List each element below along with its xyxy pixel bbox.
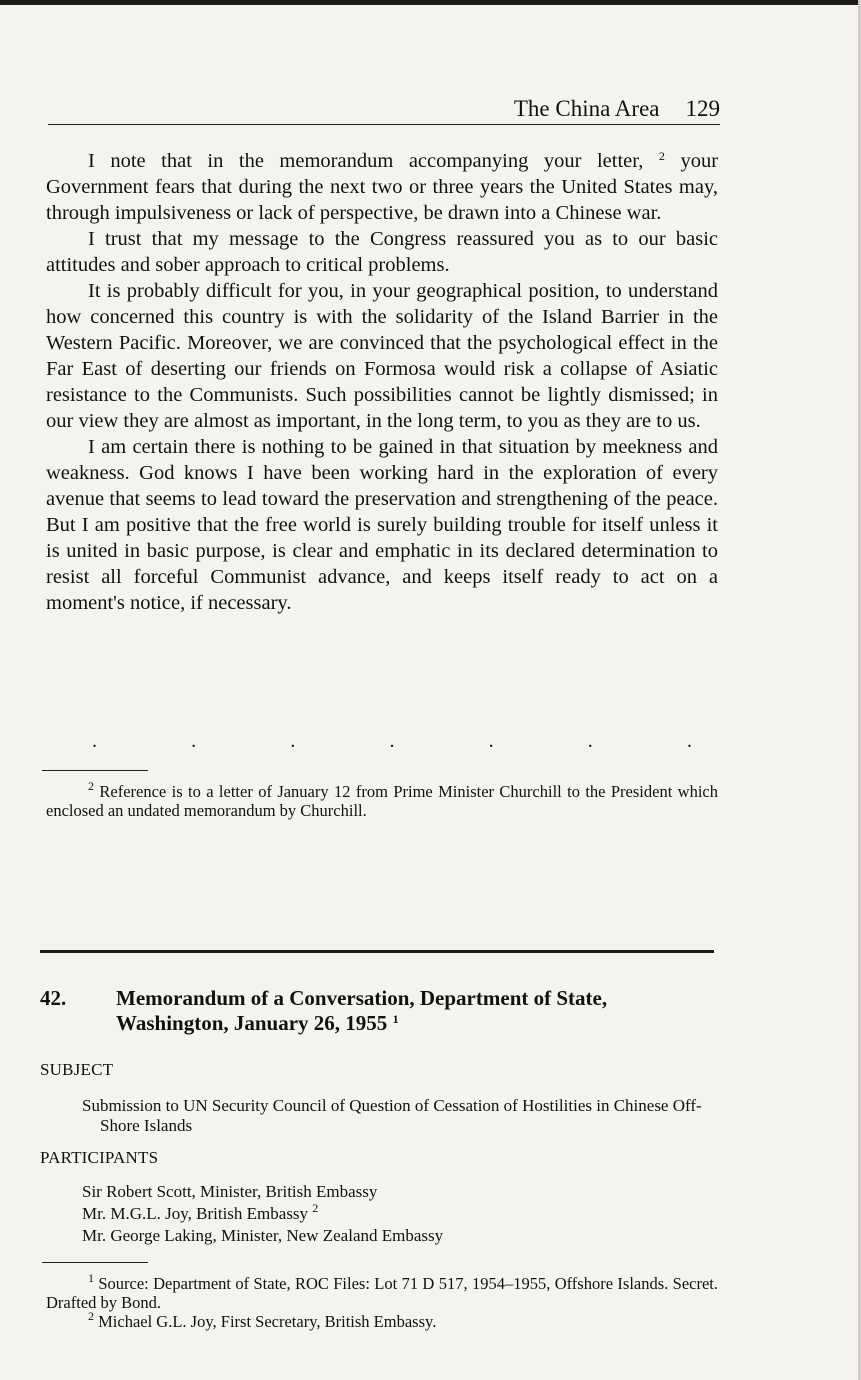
section-separator (40, 950, 714, 953)
footnotes-bottom (46, 1271, 718, 1331)
subject-label: SUBJECT (40, 1060, 114, 1079)
body-paragraph-2: I trust that my message to the Congress reassured you as to our basic attitudes and sober approach to critical problems. (46, 228, 718, 276)
title-footnote-ref: 1 (392, 1012, 399, 1026)
participant-item: Mr. George Laking, Minister, New Zealand Embassy (82, 1226, 444, 1245)
footnote-1: $^1$ Source: Department of State, ROC Files: Lot 71 D 517, 1954–1955, Offshore Islands. Secret. Drafted by Bond. (46, 1271, 718, 1312)
running-title: The China Area (513, 96, 660, 121)
footnote-ref: 2 (658, 149, 665, 163)
running-header (48, 96, 720, 125)
body-paragraph-4: I am certain there is nothing to be gained in that situation by meekness and weakness. God knows I have been working hard in the exploration of every avenue that seems to lead toward the preservation and strengthening of the peace. But I am positive that the free world is surely building trouble for itself unless it is united in basic purpose, is clear and emphatic in its declared determination to resist all forceful Communist advance, and keeps itself ready to act on a moment's notice, if necessary. (46, 436, 718, 614)
footnote-top: $^2$ Reference is to a letter of January 12 from Prime Minister Churchill to the President which enclosed an undated memorandum by Churchill. (46, 779, 718, 820)
document-title: Memorandum of a Conversation, Department of State, Washington, January 26, 1955 $^1$ (116, 986, 608, 1035)
footnote-2: $^2$ Michael G.L. Joy, First Secretary, British Embassy. (88, 1309, 437, 1331)
participant-item: Mr. M.G.L. Joy, British Embassy $^2$ (82, 1201, 319, 1223)
subject-text: Submission to UN Security Council of Question of Cessation of Hostilities in Chinese Off-Shore Islands (82, 1096, 702, 1135)
participants-label: PARTICIPANTS (40, 1148, 159, 1167)
page-number: 129 (685, 96, 720, 121)
participant-item: Sir Robert Scott, Minister, British Embassy (82, 1182, 378, 1201)
body-paragraph-3: It is probably difficult for you, in your geographical position, to understand how concerned this country is with the solidarity of the Island Barrier in the Western Pacific. Moreover, we are convinced that the psychological effect in the Far East of deserting our friends on Formosa would risk a collapse of Asiatic resistance to the Communists. Such possibilities cannot be lightly dismissed; in our view they are almost as important, in the long term, to you as they are to us. (46, 280, 718, 432)
letter-body (46, 148, 718, 616)
footnote-rule-bottom (42, 1262, 148, 1263)
document-number: 42. (40, 986, 67, 1010)
omission-ellipsis: . . . . . . . (92, 730, 692, 752)
page-top-edge (0, 0, 861, 5)
footnote-rule (42, 770, 148, 771)
body-paragraph-1: I note that in the memorandum accompanying your letter, $^2$ your Government fears that during the next two or three years the United States may, through impulsiveness or lack of perspective, be drawn into a Chinese war. (46, 149, 719, 224)
